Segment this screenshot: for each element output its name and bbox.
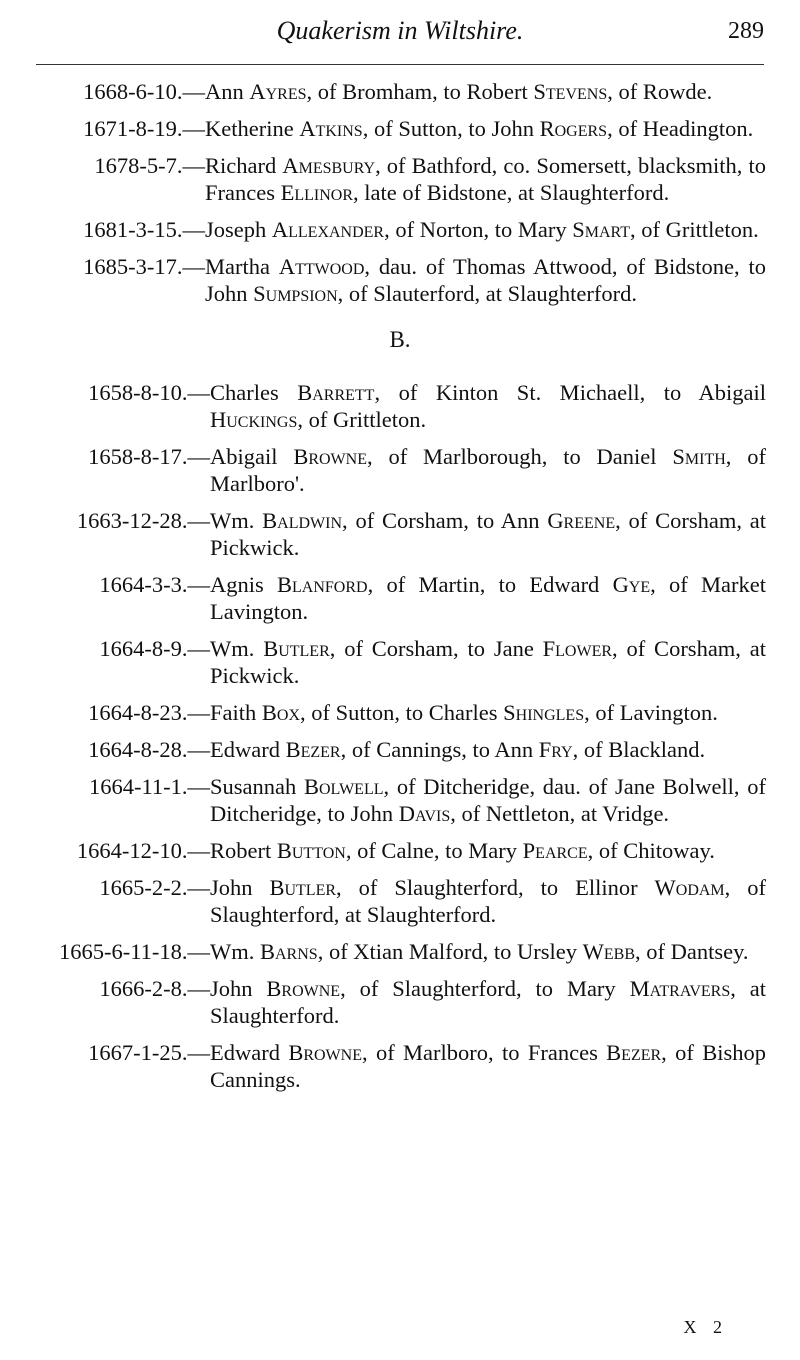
- entry-surname: Baldwin: [262, 508, 343, 533]
- entry-text: , of Market Lavington.: [210, 572, 766, 624]
- entry-date: 1658-8-17.—: [88, 444, 210, 469]
- entry-text: , of Slaughterford, at Slaughterford.: [210, 875, 766, 927]
- entry-surname: Browne: [266, 976, 341, 1001]
- entry-text: , at Slaughterford.: [210, 976, 766, 1028]
- entry-surname: Ayres: [249, 79, 307, 104]
- entry-text: , of Dantsey.: [635, 939, 749, 964]
- entry-date: 1685-3-17.—: [83, 254, 205, 279]
- entry-date: 1658-8-10.—: [88, 380, 210, 405]
- entry-surname: Greene: [547, 508, 616, 533]
- marriage-entry: [0, 635, 800, 689]
- entry-text: , of Nettleton, at Vridge.: [450, 801, 670, 826]
- marriage-entry: [0, 507, 800, 561]
- entry-surname: Pearce: [522, 838, 588, 863]
- entry-date: 1665-2-2.—: [99, 875, 210, 900]
- signature-mark: X 2: [683, 1317, 728, 1337]
- entry-text: , of Corsham, to Jane: [329, 636, 543, 661]
- entry-date: 1664-8-9.—: [99, 636, 210, 661]
- entry-text: Ann: [205, 79, 250, 104]
- entry-text: , of Marlboro'.: [210, 444, 766, 496]
- entry-surname: Smart: [572, 217, 630, 242]
- entry-surname: Blanford: [277, 572, 368, 597]
- entry-text: , of Norton, to Mary: [384, 217, 573, 242]
- entry-surname: Ellinor: [280, 180, 354, 205]
- entry-text: Edward: [210, 737, 286, 762]
- entry-text: Richard: [205, 153, 283, 178]
- entry-surname: Amesbury: [282, 153, 376, 178]
- entry-surname: Browne: [293, 444, 367, 469]
- marriage-entries: [0, 78, 800, 1103]
- entry-text: Wm.: [210, 939, 260, 964]
- marriage-entry: [0, 152, 800, 206]
- entry-surname: Bezer: [285, 737, 341, 762]
- entry-date: 1678-5-7.—: [94, 153, 205, 178]
- entry-surname: Bezer: [606, 1040, 662, 1065]
- page-number: 289: [728, 18, 764, 44]
- marriage-entry: [0, 216, 800, 243]
- entry-text: , late of Bidstone, at Slaughterford.: [353, 180, 670, 205]
- section-b: [0, 379, 800, 1093]
- entry-date: 1668-6-10.—: [83, 79, 205, 104]
- marriage-entry: [0, 379, 800, 433]
- marriage-entry: [0, 443, 800, 497]
- entry-surname: Atkins: [299, 116, 363, 141]
- entry-text: , of Sutton, to John: [362, 116, 540, 141]
- marriage-entry: [0, 874, 800, 928]
- section-heading-b: B.: [389, 327, 411, 352]
- entry-text: Faith: [210, 700, 262, 725]
- entry-surname: Barns: [260, 939, 318, 964]
- entry-text: John: [210, 976, 267, 1001]
- entry-surname: Sumpsion: [253, 281, 338, 306]
- header-rule: [36, 64, 764, 65]
- entry-text: , of Slauterford, at Slaughterford.: [337, 281, 637, 306]
- entry-surname: Attwood: [278, 254, 365, 279]
- entry-surname: Huckings: [210, 407, 298, 432]
- entry-surname: Box: [261, 700, 301, 725]
- entry-text: Robert: [210, 838, 277, 863]
- entry-surname: Shingles: [503, 700, 585, 725]
- entry-text: , of Chitoway.: [587, 838, 715, 863]
- entry-surname: Davis: [398, 801, 451, 826]
- marriage-entry: [0, 773, 800, 827]
- entry-surname: Barrett: [297, 380, 375, 405]
- entry-date: 1667-1-25.—: [88, 1040, 210, 1065]
- entry-text: , of Lavington.: [584, 700, 718, 725]
- entry-text: , of Grittleton.: [630, 217, 759, 242]
- entry-text: Ketherine: [205, 116, 300, 141]
- marriage-entry: [0, 699, 800, 726]
- entry-text: , of Ditcheridge, dau. of Jane Bolwell, of Ditcheridge, to John: [210, 774, 766, 826]
- entry-text: , of Kinton St. Michaell, to Abigail: [374, 380, 767, 405]
- entry-text: Edward: [210, 1040, 289, 1065]
- entry-surname: Matravers: [629, 976, 731, 1001]
- marriage-entry: [0, 253, 800, 307]
- entry-text: , of Bromham, to Robert: [306, 79, 534, 104]
- entry-surname: Rogers: [539, 116, 608, 141]
- entry-text: , of Xtian Malford, to Ursley: [317, 939, 583, 964]
- entry-surname: Gye: [612, 572, 651, 597]
- entry-date: 1664-8-28.—: [88, 737, 210, 762]
- entry-text: , of Bathford, co. Somersett, blacksmith, to Frances: [205, 153, 767, 205]
- entry-surname: Flower: [542, 636, 613, 661]
- entry-date: 1663-12-28.—: [76, 508, 210, 533]
- entry-surname: Butler: [263, 636, 330, 661]
- entry-surname: Wodam: [654, 875, 725, 900]
- entry-text: , of Marlborough, to Daniel: [367, 444, 673, 469]
- entry-date: 1664-12-10.—: [76, 838, 210, 863]
- entry-text: , of Cannings, to Ann: [340, 737, 539, 762]
- entry-text: , of Slaughterford, to Ellinor: [336, 875, 655, 900]
- entry-text: , of Calne, to Mary: [345, 838, 523, 863]
- entry-text: , of Sutton, to Charles: [300, 700, 504, 725]
- entry-text: Martha: [205, 254, 279, 279]
- entry-date: 1681-3-15.—: [83, 217, 205, 242]
- marriage-entry: [0, 975, 800, 1029]
- entry-date: 1664-11-1.—: [88, 774, 210, 799]
- entry-text: , of Corsham, to Ann: [342, 508, 548, 533]
- entry-text: Susannah: [210, 774, 304, 799]
- entry-text: Wm.: [210, 636, 264, 661]
- running-title: Quakerism in Wiltshire.: [276, 16, 524, 45]
- entry-text: , of Corsham, at Pickwick.: [210, 508, 766, 560]
- marriage-entry: [0, 571, 800, 625]
- entry-surname: Fry: [538, 737, 573, 762]
- entry-text: Abigail: [210, 444, 294, 469]
- section-a: [0, 78, 800, 307]
- entry-text: , of Martin, to Edward: [367, 572, 613, 597]
- entry-text: Joseph: [205, 217, 272, 242]
- marriage-entry: [0, 1039, 800, 1093]
- marriage-entry: [0, 115, 800, 142]
- entry-date: 1664-3-3.—: [99, 572, 210, 597]
- entry-date: 1664-8-23.—: [88, 700, 210, 725]
- marriage-entry: [0, 837, 800, 864]
- entry-text: , of Rowde.: [607, 79, 713, 104]
- entry-surname: Button: [276, 838, 346, 863]
- marriage-entry: [0, 736, 800, 763]
- entry-text: , of Blackland.: [572, 737, 706, 762]
- entry-text: , of Marlboro, to Frances: [362, 1040, 607, 1065]
- entry-surname: Bolwell: [303, 774, 384, 799]
- entry-date: 1666-2-8.—: [99, 976, 210, 1001]
- entry-text: , dau. of Thomas Attwood, of Bidstone, to John: [205, 254, 766, 306]
- entry-text: , of Bishop Cannings.: [210, 1040, 766, 1092]
- entry-surname: Webb: [582, 939, 635, 964]
- entry-text: Agnis: [210, 572, 278, 597]
- entry-surname: Smith: [672, 444, 726, 469]
- entry-surname: Browne: [288, 1040, 362, 1065]
- entry-text: John: [210, 875, 270, 900]
- entry-surname: Allexander: [271, 217, 385, 242]
- entry-date: 1665-6-11-18.—: [58, 939, 210, 964]
- entry-text: Wm.: [210, 508, 263, 533]
- entry-date: 1671-8-19.—: [83, 116, 205, 141]
- entry-text: , of Corsham, at Pickwick.: [210, 636, 766, 688]
- entry-text: , of Slaughterford, to Mary: [340, 976, 630, 1001]
- entry-surname: Stevens: [533, 79, 608, 104]
- entry-surname: Butler: [269, 875, 337, 900]
- entry-text: Charles: [210, 380, 298, 405]
- entry-text: , of Headington.: [607, 116, 754, 141]
- entry-text: , of Grittleton.: [297, 407, 427, 432]
- marriage-entry: [0, 78, 800, 105]
- marriage-entry: [0, 938, 800, 965]
